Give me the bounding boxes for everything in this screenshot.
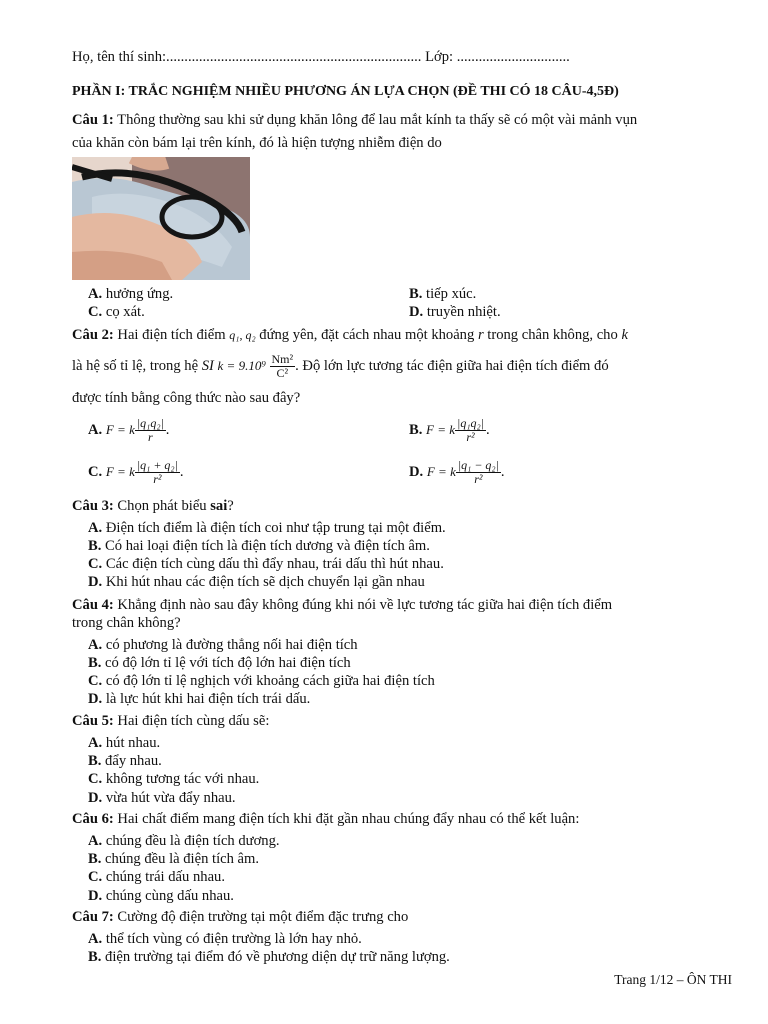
option-letter: D. <box>409 464 424 480</box>
option-text: không tương tác với nhau. <box>102 771 260 787</box>
option-text: chúng cùng dấu nhau. <box>102 888 234 904</box>
formula-lhs: F = k <box>105 422 135 437</box>
option-letter: B. <box>409 422 423 438</box>
option-letter: B. <box>409 286 423 302</box>
question-6-option-b[interactable] <box>88 850 259 868</box>
formula-tail: . <box>179 464 184 480</box>
option-letter: D. <box>88 790 103 806</box>
question-7-label: Câu 7: <box>72 909 114 925</box>
option-letter: B. <box>88 753 102 769</box>
k-equation: k = 9.10⁹ <box>217 358 266 373</box>
fraction-denominator: r² <box>474 472 483 487</box>
formula-fraction <box>456 459 501 486</box>
glasses-cleaning-photo <box>72 157 250 280</box>
text: đứng yên, đặt cách nhau một khoảng <box>255 327 478 343</box>
option-letter: C. <box>88 304 103 320</box>
question-2-line-2 <box>72 351 609 381</box>
question-2-label: Câu 2: <box>72 327 114 343</box>
question-1-option-b[interactable] <box>409 285 476 303</box>
question-7-option-a[interactable] <box>88 930 362 948</box>
question-3-option-c[interactable] <box>88 555 444 573</box>
section-title: PHẦN I: TRẮC NGHIỆM NHIỀU PHƯƠNG ÁN LỰA CHỌN (ĐỀ THI CÓ 18 CÂU-4,5Đ) <box>72 84 619 99</box>
question-3-line-1 <box>72 497 234 515</box>
formula-tail: . <box>165 422 170 438</box>
question-6-label: Câu 6: <box>72 811 114 827</box>
question-5-option-d[interactable] <box>88 789 236 807</box>
question-2-line-1 <box>72 326 628 344</box>
fraction-numerator: |q₁ + q₂| <box>136 458 178 473</box>
formula-tail: . <box>500 464 505 480</box>
distance-variable: r <box>477 327 484 343</box>
question-3-option-b[interactable] <box>88 537 430 555</box>
question-2-option-c[interactable] <box>88 454 184 490</box>
formula-lhs: F = k <box>105 464 135 479</box>
k-unit-fraction <box>270 353 296 380</box>
question-4-option-b[interactable] <box>88 654 351 672</box>
option-text: Điện tích điểm là điện tích coi như tập trung tại một điểm. <box>102 520 446 536</box>
question-6-option-c[interactable] <box>88 868 225 886</box>
option-text: Các điện tích cùng dấu thì đẩy nhau, trái dấu thì hút nhau. <box>102 556 444 572</box>
question-5-option-a[interactable] <box>88 734 160 752</box>
question-4-line-2: trong chân không? <box>72 615 181 631</box>
question-3-option-d[interactable] <box>88 573 425 591</box>
option-letter: A. <box>88 422 103 438</box>
option-text: có phương là đường thẳng nối hai điện tích <box>102 637 358 653</box>
text: Khẳng định nào sau đây không đúng khi nói về lực tương tác giữa hai điện tích điểm <box>113 597 613 613</box>
option-text: là lực hút khi hai điện tích trái dấu. <box>102 691 311 707</box>
fraction-denominator: r² <box>466 430 475 445</box>
fraction-numerator: |q₁ − q₂| <box>457 458 499 473</box>
option-letter: D. <box>88 574 103 590</box>
question-5-option-b[interactable] <box>88 752 162 770</box>
fraction-numerator: |q₁q₂| <box>136 416 164 431</box>
fraction-numerator: Nm² <box>271 352 294 367</box>
question-1-line-2: của khăn còn bám lại trên kính, đó là hiện tượng nhiễm điện do <box>72 135 442 151</box>
question-3-option-a[interactable] <box>88 519 446 537</box>
option-letter: C. <box>88 869 103 885</box>
option-text: hưởng ứng. <box>102 286 174 302</box>
fraction-denominator: r² <box>153 472 162 487</box>
option-text: Có hai loại điện tích là điện tích dương và điện tích âm. <box>101 538 430 554</box>
option-text: đẩy nhau. <box>101 753 162 769</box>
option-letter: D. <box>409 304 424 320</box>
option-letter: C. <box>88 556 103 572</box>
option-text: chúng trái dấu nhau. <box>102 869 225 885</box>
option-letter: D. <box>88 888 103 904</box>
option-text: tiếp xúc. <box>422 286 477 302</box>
text: là hệ số tỉ lệ, trong hệ <box>72 358 202 374</box>
option-text: điện trường tại điểm đó về phương diện dự trữ năng lượng. <box>101 949 450 965</box>
question-1-option-c[interactable] <box>88 303 145 321</box>
option-text: thể tích vùng có điện trường là lớn hay nhỏ. <box>102 931 362 947</box>
question-2-option-a[interactable] <box>88 412 169 448</box>
formula-fraction <box>135 417 166 444</box>
question-4-option-a[interactable] <box>88 636 358 654</box>
option-letter: A. <box>88 286 103 302</box>
option-text: hút nhau. <box>102 735 161 751</box>
option-text: vừa hút vừa đẩy nhau. <box>102 790 236 806</box>
option-letter: A. <box>88 520 103 536</box>
option-letter: B. <box>88 949 102 965</box>
option-text: có độ lớn tỉ lệ nghịch với khoảng cách giữa hai điện tích <box>102 673 435 689</box>
option-text: truyền nhiệt. <box>423 304 501 320</box>
question-2-option-b[interactable] <box>409 412 490 448</box>
question-4-line-1 <box>72 596 612 614</box>
constant-variable: k <box>621 327 628 343</box>
question-6-option-a[interactable] <box>88 832 280 850</box>
option-letter: B. <box>88 655 102 671</box>
fraction-numerator: |q₁q₂| <box>457 416 484 431</box>
text: trong chân không, cho <box>483 327 622 343</box>
text: Hai điện tích điểm <box>113 327 230 343</box>
option-text: có độ lớn tỉ lệ với tích độ lớn hai điện tích <box>101 655 351 671</box>
question-4-option-c[interactable] <box>88 672 435 690</box>
fraction-denominator: C² <box>276 366 289 381</box>
si-label: SI <box>201 358 214 374</box>
option-letter: D. <box>88 691 103 707</box>
option-letter: A. <box>88 833 103 849</box>
question-7-line-1 <box>72 908 408 926</box>
option-letter: A. <box>88 637 103 653</box>
option-letter: B. <box>88 851 102 867</box>
option-letter: A. <box>88 931 103 947</box>
formula-lhs: F = k <box>426 422 456 437</box>
text: ? <box>227 498 234 514</box>
question-6-option-d[interactable] <box>88 887 234 905</box>
text: . Độ lớn lực tương tác điện giữa hai điện tích điểm đó <box>295 358 609 374</box>
option-letter: C. <box>88 771 103 787</box>
option-letter: A. <box>88 735 103 751</box>
text: Cường độ điện trường tại một điểm đặc trưng cho <box>113 909 409 925</box>
formula-fraction <box>135 459 180 486</box>
option-letter: C. <box>88 464 103 480</box>
question-1-line-1 <box>72 111 637 129</box>
question-1-option-d[interactable] <box>409 303 501 321</box>
question-4-option-d[interactable] <box>88 690 310 708</box>
option-letter: B. <box>88 538 102 554</box>
charge-variables: q₁, q₂ <box>229 328 256 342</box>
page-footer: Trang 1/12 – ÔN THI <box>614 972 732 987</box>
glasses-cleaning-illustration <box>72 157 250 280</box>
text: Hai chất điểm mang điện tích khi đặt gần nhau chúng đẩy nhau có thể kết luận: <box>113 811 580 827</box>
question-4-label: Câu 4: <box>72 597 114 613</box>
question-1-option-a[interactable] <box>88 285 173 303</box>
student-info-line: Họ, tên thí sinh:...................................................................... Lớp: ............................... <box>72 49 570 65</box>
text: Hai điện tích cùng dấu sẽ: <box>113 713 270 729</box>
fraction-denominator: r <box>147 430 153 445</box>
question-1-label: Câu 1: <box>72 112 114 128</box>
question-2-option-d[interactable] <box>409 454 505 490</box>
question-2-line-3: được tính bằng công thức nào sau đây? <box>72 390 301 406</box>
formula-fraction <box>455 417 486 444</box>
question-7-option-b[interactable] <box>88 948 450 966</box>
question-5-option-c[interactable] <box>88 770 259 788</box>
question-3-label: Câu 3: <box>72 498 114 514</box>
option-text: Khi hút nhau các điện tích sẽ dịch chuyển lại gần nhau <box>102 574 425 590</box>
question-6-line-1 <box>72 810 579 828</box>
text: Chọn phát biểu <box>113 498 211 514</box>
option-text: chúng đều là điện tích âm. <box>101 851 260 867</box>
option-text: chúng đều là điện tích dương. <box>102 833 280 849</box>
formula-lhs: F = k <box>426 464 456 479</box>
question-5-label: Câu 5: <box>72 713 114 729</box>
emphasis-word: sai <box>210 498 228 514</box>
question-1-text: Thông thường sau khi sử dụng khăn lông để lau mắt kính ta thấy sẽ có một vài mảnh vụn <box>113 112 638 128</box>
option-letter: C. <box>88 673 103 689</box>
formula-tail: . <box>485 422 490 438</box>
question-5-line-1 <box>72 712 269 730</box>
option-text: cọ xát. <box>102 304 145 320</box>
